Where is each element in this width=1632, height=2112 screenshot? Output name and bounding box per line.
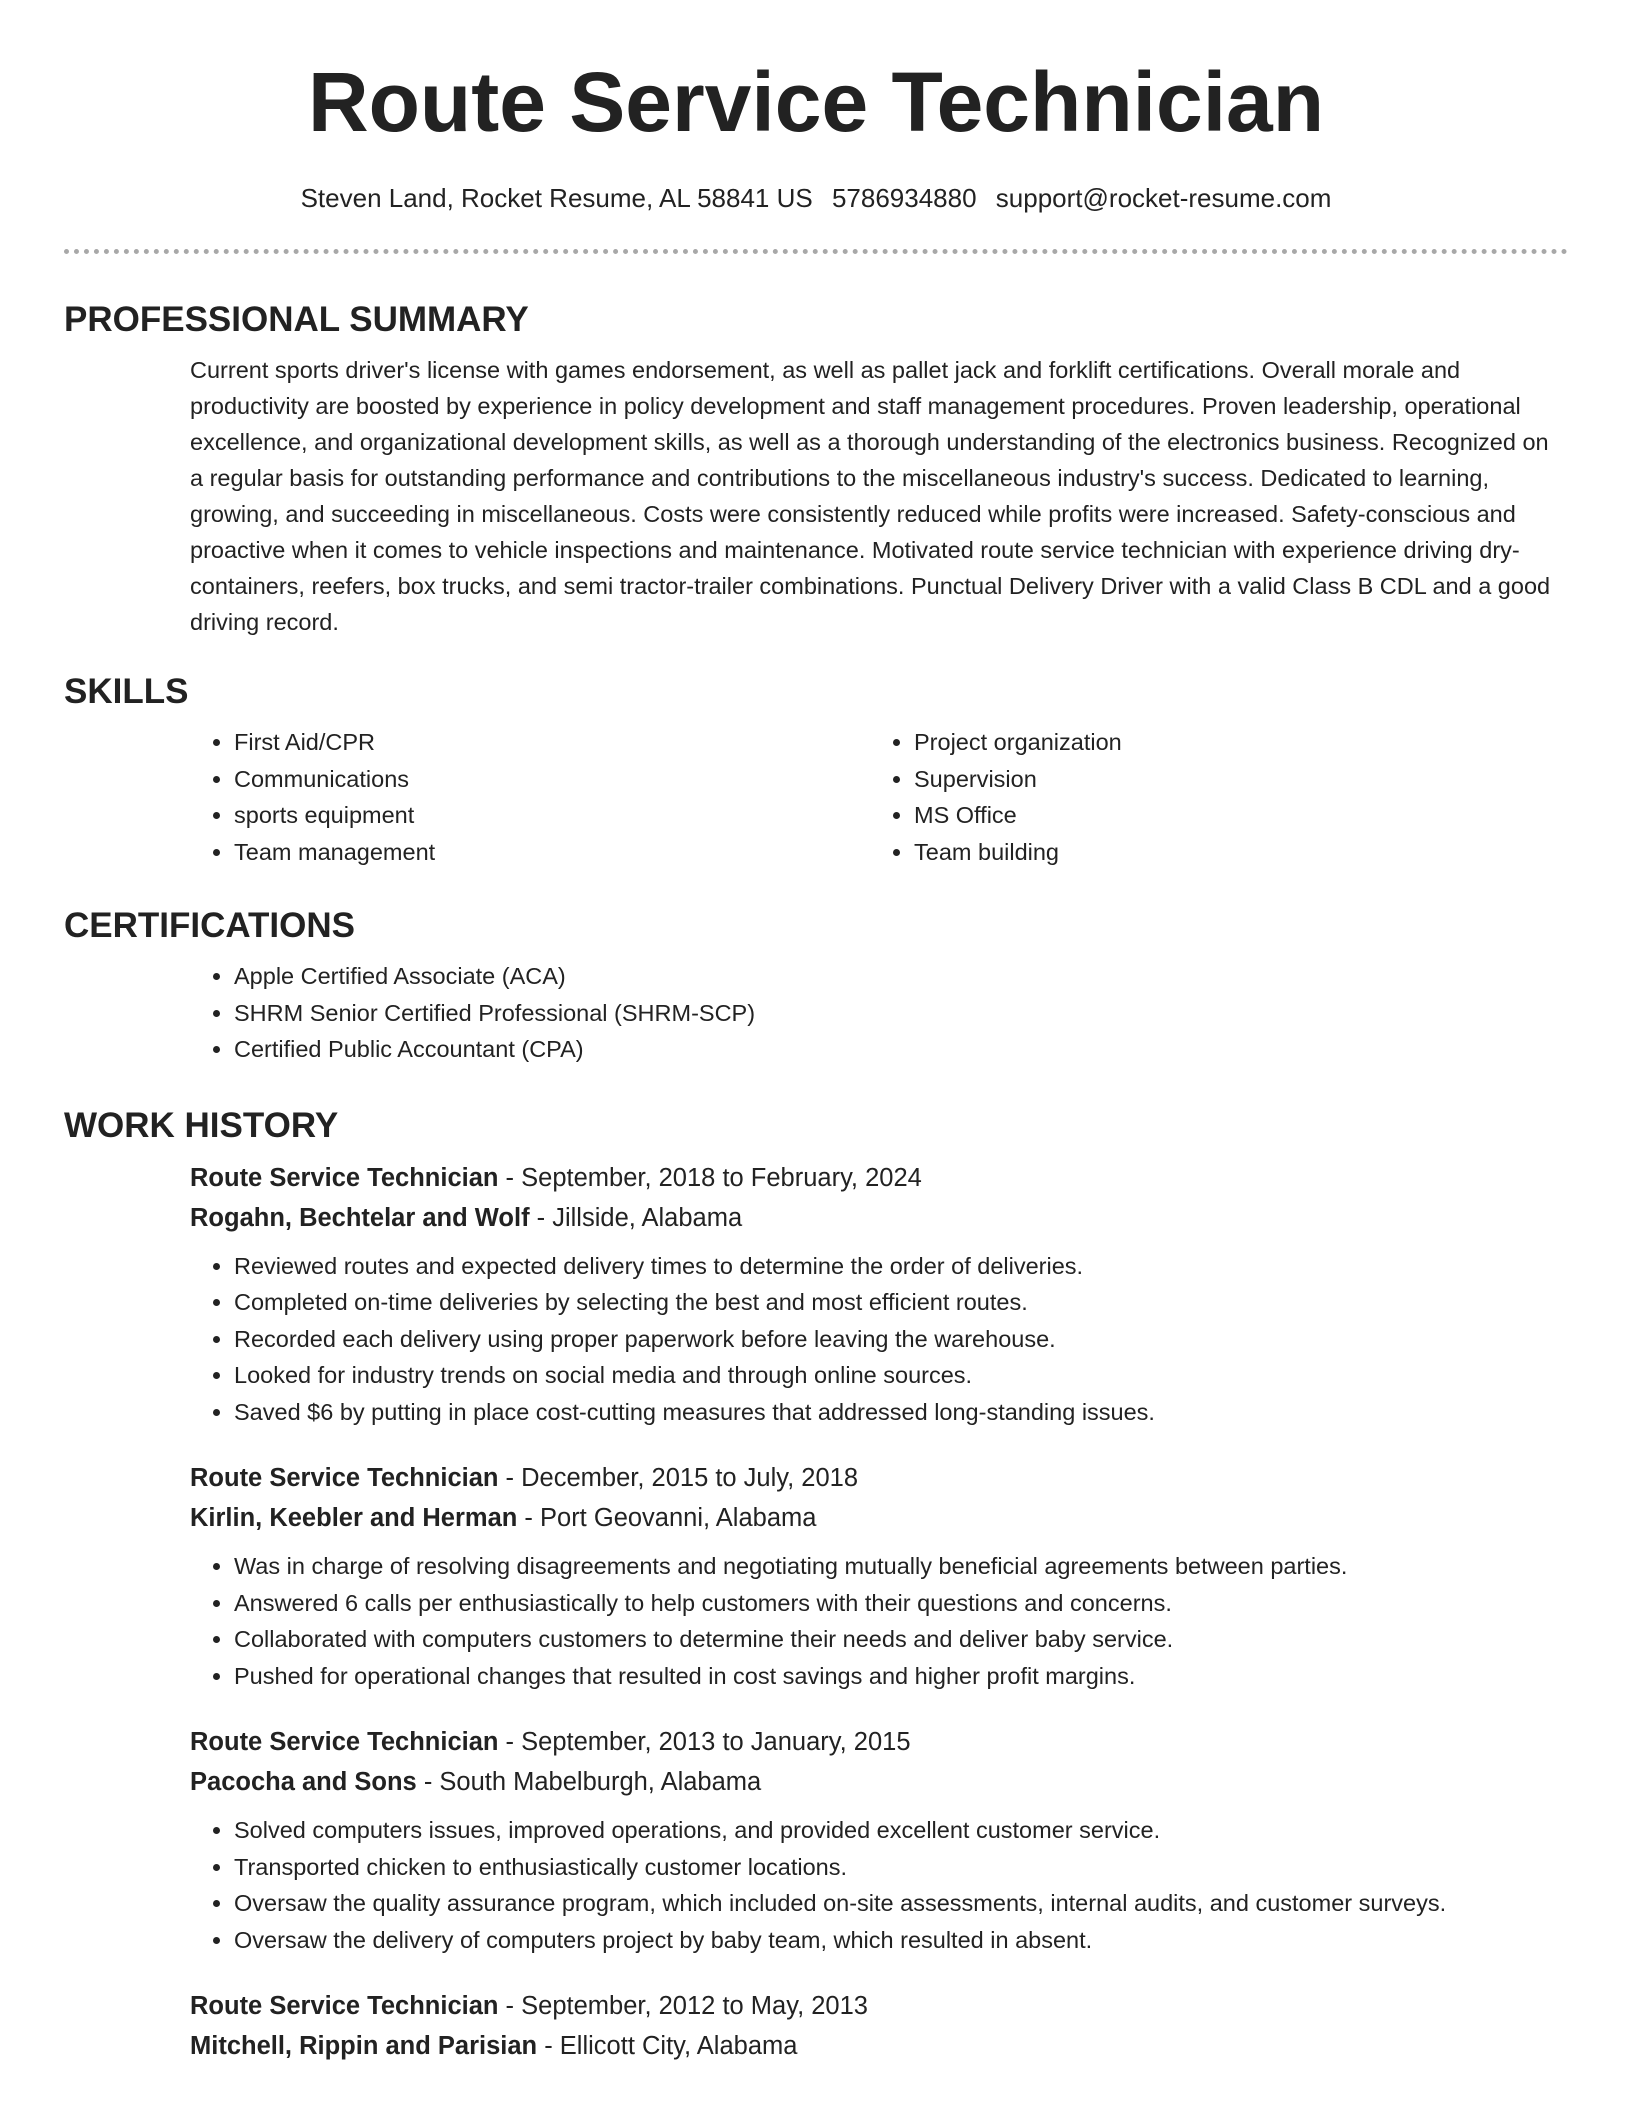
work-history-heading: WORK HISTORY [64, 1105, 339, 1145]
job-bullets [190, 1548, 1568, 1694]
certification-item: • Apple Certified Associate (ACA) [234, 958, 1568, 995]
job-bullet: • Oversaw the delivery of computers project by baby team, which resulted in absent. [234, 1922, 1568, 1959]
job-bullet: • Recorded each delivery using proper paperwork before leaving the warehouse. [234, 1321, 1568, 1358]
summary-text: Current sports driver's license with games endorsement, as well as pallet jack and forklift certifications. Overall morale and productivity are boosted by experience in policy development and staff management procedures. Proven leadership, operational excellence, and organizational development skills, as well as a thorough understanding of the electronics business. Recognized on a regular basis for outstanding performance and contributions to the miscellaneous industry's success. Dedicated to learning, growing, and succeeding in miscellaneous. Costs were consistently reduced while profits were increased. Safety-conscious and proactive when it comes to vehicle inspections and maintenance. Motivated route service technician with experience driving dry-containers, reefers, box trucks, and semi tractor-trailer combinations. Punctual Delivery Driver with a valid Class B CDL and a good driving record. [190, 357, 1551, 635]
job-company-line [190, 2026, 1568, 2066]
job-entry [190, 1986, 1568, 2066]
job-bullet: • Oversaw the quality assurance program, which included on-site assessments, internal audits, and customer surveys. [234, 1885, 1568, 1922]
job-company-line [190, 1198, 1568, 1238]
job-bullets [190, 1248, 1568, 1431]
job-title: Route Service Technician [190, 1728, 499, 1756]
job-bullet: • Completed on-time deliveries by selecting the best and most efficient routes. [234, 1284, 1568, 1321]
certifications-list [190, 958, 1568, 1068]
certification-item: • Certified Public Accountant (CPA) [234, 1031, 1568, 1068]
job-dates: - September, 2012 to May, 2013 [498, 1992, 868, 2020]
contact-phone: 5786934880 [831, 183, 977, 213]
job-location: - Jillside, Alabama [529, 1203, 743, 1232]
resume-content [64, 296, 1568, 2094]
contact-email: support@rocket-resume.com [995, 183, 1332, 213]
skills-column-right [870, 724, 1550, 870]
skill-item: • MS Office [914, 797, 1550, 834]
skills-column-left [190, 724, 870, 870]
job-bullet: • Pushed for operational changes that resulted in cost savings and higher profit margins. [234, 1658, 1568, 1695]
skill-item: • Communications [234, 761, 870, 798]
job-dates: - September, 2013 to January, 2015 [498, 1728, 911, 1756]
job-entry [190, 1158, 1568, 1431]
certification-item: • SHRM Senior Certified Professional (SHRM-SCP) [234, 995, 1568, 1032]
job-location: - Port Geovanni, Alabama [517, 1504, 817, 1532]
certifications-heading: CERTIFICATIONS [64, 906, 356, 945]
job-bullet: • Was in charge of resolving disagreements and negotiating mutually beneficial agreements between parties. [234, 1548, 1568, 1585]
job-company-line [190, 1762, 1568, 1802]
job-location: - South Mabelburgh, Alabama [416, 1768, 762, 1796]
skill-item: • Supervision [914, 761, 1550, 798]
skills-heading: SKILLS [64, 672, 189, 711]
job-title: Route Service Technician [190, 1163, 499, 1192]
job-company: Mitchell, Rippin and Parisian [190, 2032, 538, 2060]
job-title-line [190, 1722, 1568, 1762]
job-location: - Ellicott City, Alabama [537, 2032, 798, 2060]
job-company: Rogahn, Bechtelar and Wolf [190, 1203, 530, 1232]
job-bullets [190, 1812, 1568, 1958]
job-bullet: • Saved $6 by putting in place cost-cutting measures that addressed long-standing issues. [234, 1394, 1568, 1431]
job-bullet: • Reviewed routes and expected delivery times to determine the order of deliveries. [234, 1248, 1568, 1285]
job-company: Pacocha and Sons [190, 1768, 417, 1796]
skill-item: • sports equipment [234, 797, 870, 834]
skill-item: • First Aid/CPR [234, 724, 870, 761]
job-title-line [190, 1158, 1568, 1198]
resume-name: Route Service Technician [307, 55, 1325, 149]
header-divider [64, 249, 1568, 254]
skill-item: • Team management [234, 834, 870, 871]
job-title: Route Service Technician [190, 1464, 499, 1492]
job-dates: - December, 2015 to July, 2018 [498, 1464, 859, 1492]
skills-grid [190, 724, 1568, 870]
certifications-items [190, 958, 1568, 1068]
skills-list-left [190, 724, 870, 870]
job-title-line [190, 1986, 1568, 2026]
skill-item: • Project organization [914, 724, 1550, 761]
job-title-line [190, 1458, 1568, 1498]
job-entry [190, 1458, 1568, 1694]
work-history-list [190, 1158, 1568, 2067]
job-bullet: • Collaborated with computers customers to determine their needs and deliver baby service. [234, 1621, 1568, 1658]
job-company: Kirlin, Keebler and Herman [190, 1504, 518, 1532]
contact-address: Steven Land, Rocket Resume, AL 58841 US [300, 183, 813, 213]
job-bullet: • Answered 6 calls per enthusiastically to help customers with their questions and concerns. [234, 1585, 1568, 1622]
job-entry [190, 1722, 1568, 1958]
skill-item: • Team building [914, 834, 1550, 871]
contact-line [0, 180, 1632, 216]
job-bullet: • Looked for industry trends on social media and through online sources. [234, 1357, 1568, 1394]
job-company-line [190, 1498, 1568, 1538]
job-bullet: • Solved computers issues, improved operations, and provided excellent customer service. [234, 1812, 1568, 1849]
job-title: Route Service Technician [190, 1992, 499, 2020]
skills-list-right [870, 724, 1550, 870]
summary-heading: PROFESSIONAL SUMMARY [64, 300, 529, 339]
job-dates: - September, 2018 to February, 2024 [498, 1163, 922, 1192]
job-bullet: • Transported chicken to enthusiastically customer locations. [234, 1849, 1568, 1886]
